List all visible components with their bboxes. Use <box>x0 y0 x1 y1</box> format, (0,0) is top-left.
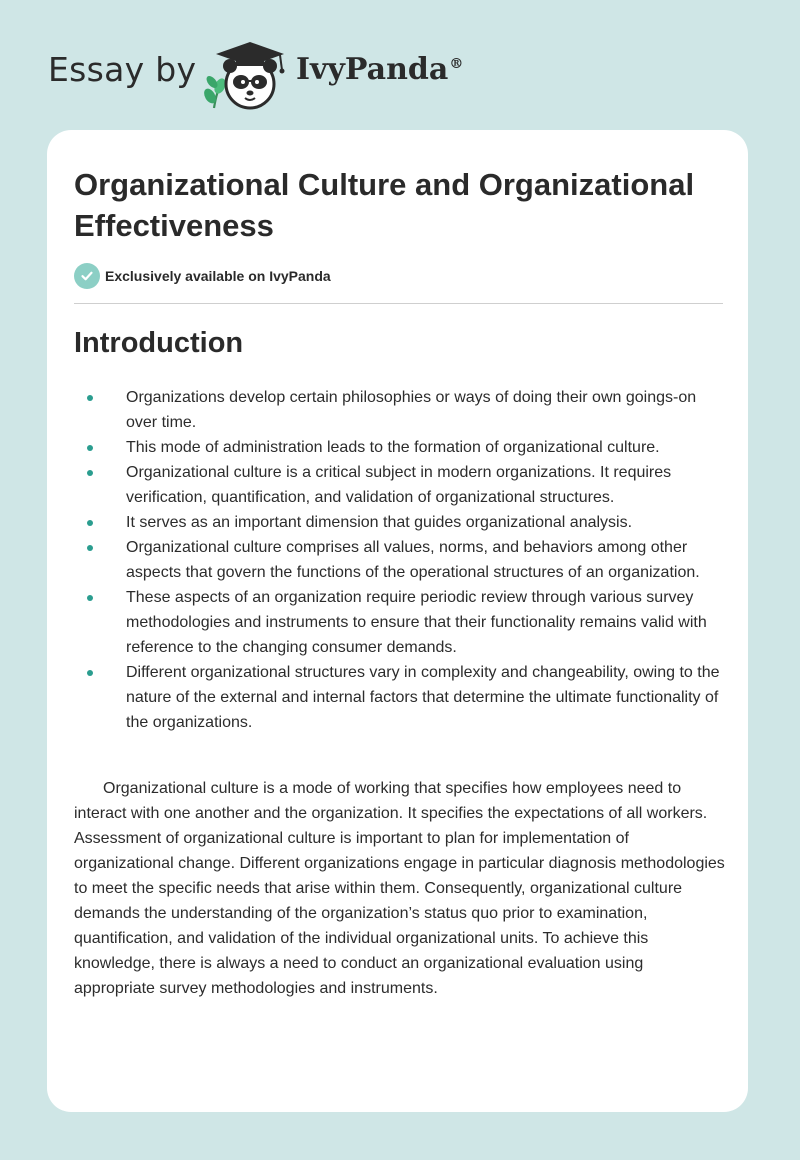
panda-graduate-icon <box>200 36 292 110</box>
bullet-dot-icon <box>87 395 93 401</box>
essay-card <box>47 130 748 1112</box>
list-item-text: Organizational culture comprises all values, norms, and behaviors among other aspects that govern the functions of the operational structures of an organization. <box>126 539 700 581</box>
list-item-text: Different organizational structures vary in complexity and changeability, owing to the nature of the external and internal factors that determine the ultimate functionality of the organizations. <box>126 664 720 731</box>
bullet-dot-icon <box>87 520 93 526</box>
list-item <box>74 660 726 735</box>
check-circle-icon <box>74 263 100 289</box>
divider <box>74 303 723 304</box>
list-item-text: Organizational culture is a critical subject in modern organizations. It requires verification, quantification, and validation of organizational structures. <box>126 464 672 506</box>
bullet-dot-icon <box>87 670 93 676</box>
list-item <box>74 385 726 435</box>
brand-prefix: Essay by <box>48 50 197 89</box>
list-item <box>74 510 726 535</box>
list-item-text: This mode of administration leads to the formation of organizational culture. <box>126 439 660 456</box>
introduction-bullet-list <box>74 385 726 735</box>
page-title: Organizational Culture and Organizational Effectiveness <box>74 167 695 243</box>
bullet-dot-icon <box>87 595 93 601</box>
exclusive-badge <box>74 263 331 289</box>
body-paragraph: Organizational culture is a mode of working that specifies how employees need to interact with one another and the organization. It specifies the expectations of all workers. Assessment of organizational culture is important to plan for implementation of organizational change. Different organizations engage in particular diagnosis methodologies to meet the specific needs that arise within them. Consequently, organizational culture demands the understanding of the organization’s status quo prior to examination, quantification, and validation of the individual organizational units. To achieve this knowledge, there is always a need to conduct an organizational evaluation using appropriate survey methodologies and instruments. <box>74 780 725 997</box>
badge-label: Exclusively available on IvyPanda <box>105 268 331 284</box>
list-item-text: Organizations develop certain philosophies or ways of doing their own goings-on over time. <box>126 389 697 431</box>
list-item <box>74 585 726 660</box>
brand-name <box>296 52 463 87</box>
list-item <box>74 460 726 510</box>
section-heading-introduction: Introduction <box>74 327 244 359</box>
list-item <box>74 435 726 460</box>
list-item-text: These aspects of an organization require periodic review through various survey methodologies and instruments to ensure that their functionality remains valid with reference to the changing consumer demands. <box>126 589 707 656</box>
list-item <box>74 535 726 585</box>
brand-header[interactable] <box>48 36 508 110</box>
registered-mark: ® <box>449 56 464 72</box>
bullet-dot-icon <box>87 545 93 551</box>
brand-name-text: IvyPanda <box>296 52 449 87</box>
bullet-dot-icon <box>87 470 93 476</box>
bullet-dot-icon <box>87 445 93 451</box>
list-item-text: It serves as an important dimension that guides organizational analysis. <box>126 514 633 531</box>
